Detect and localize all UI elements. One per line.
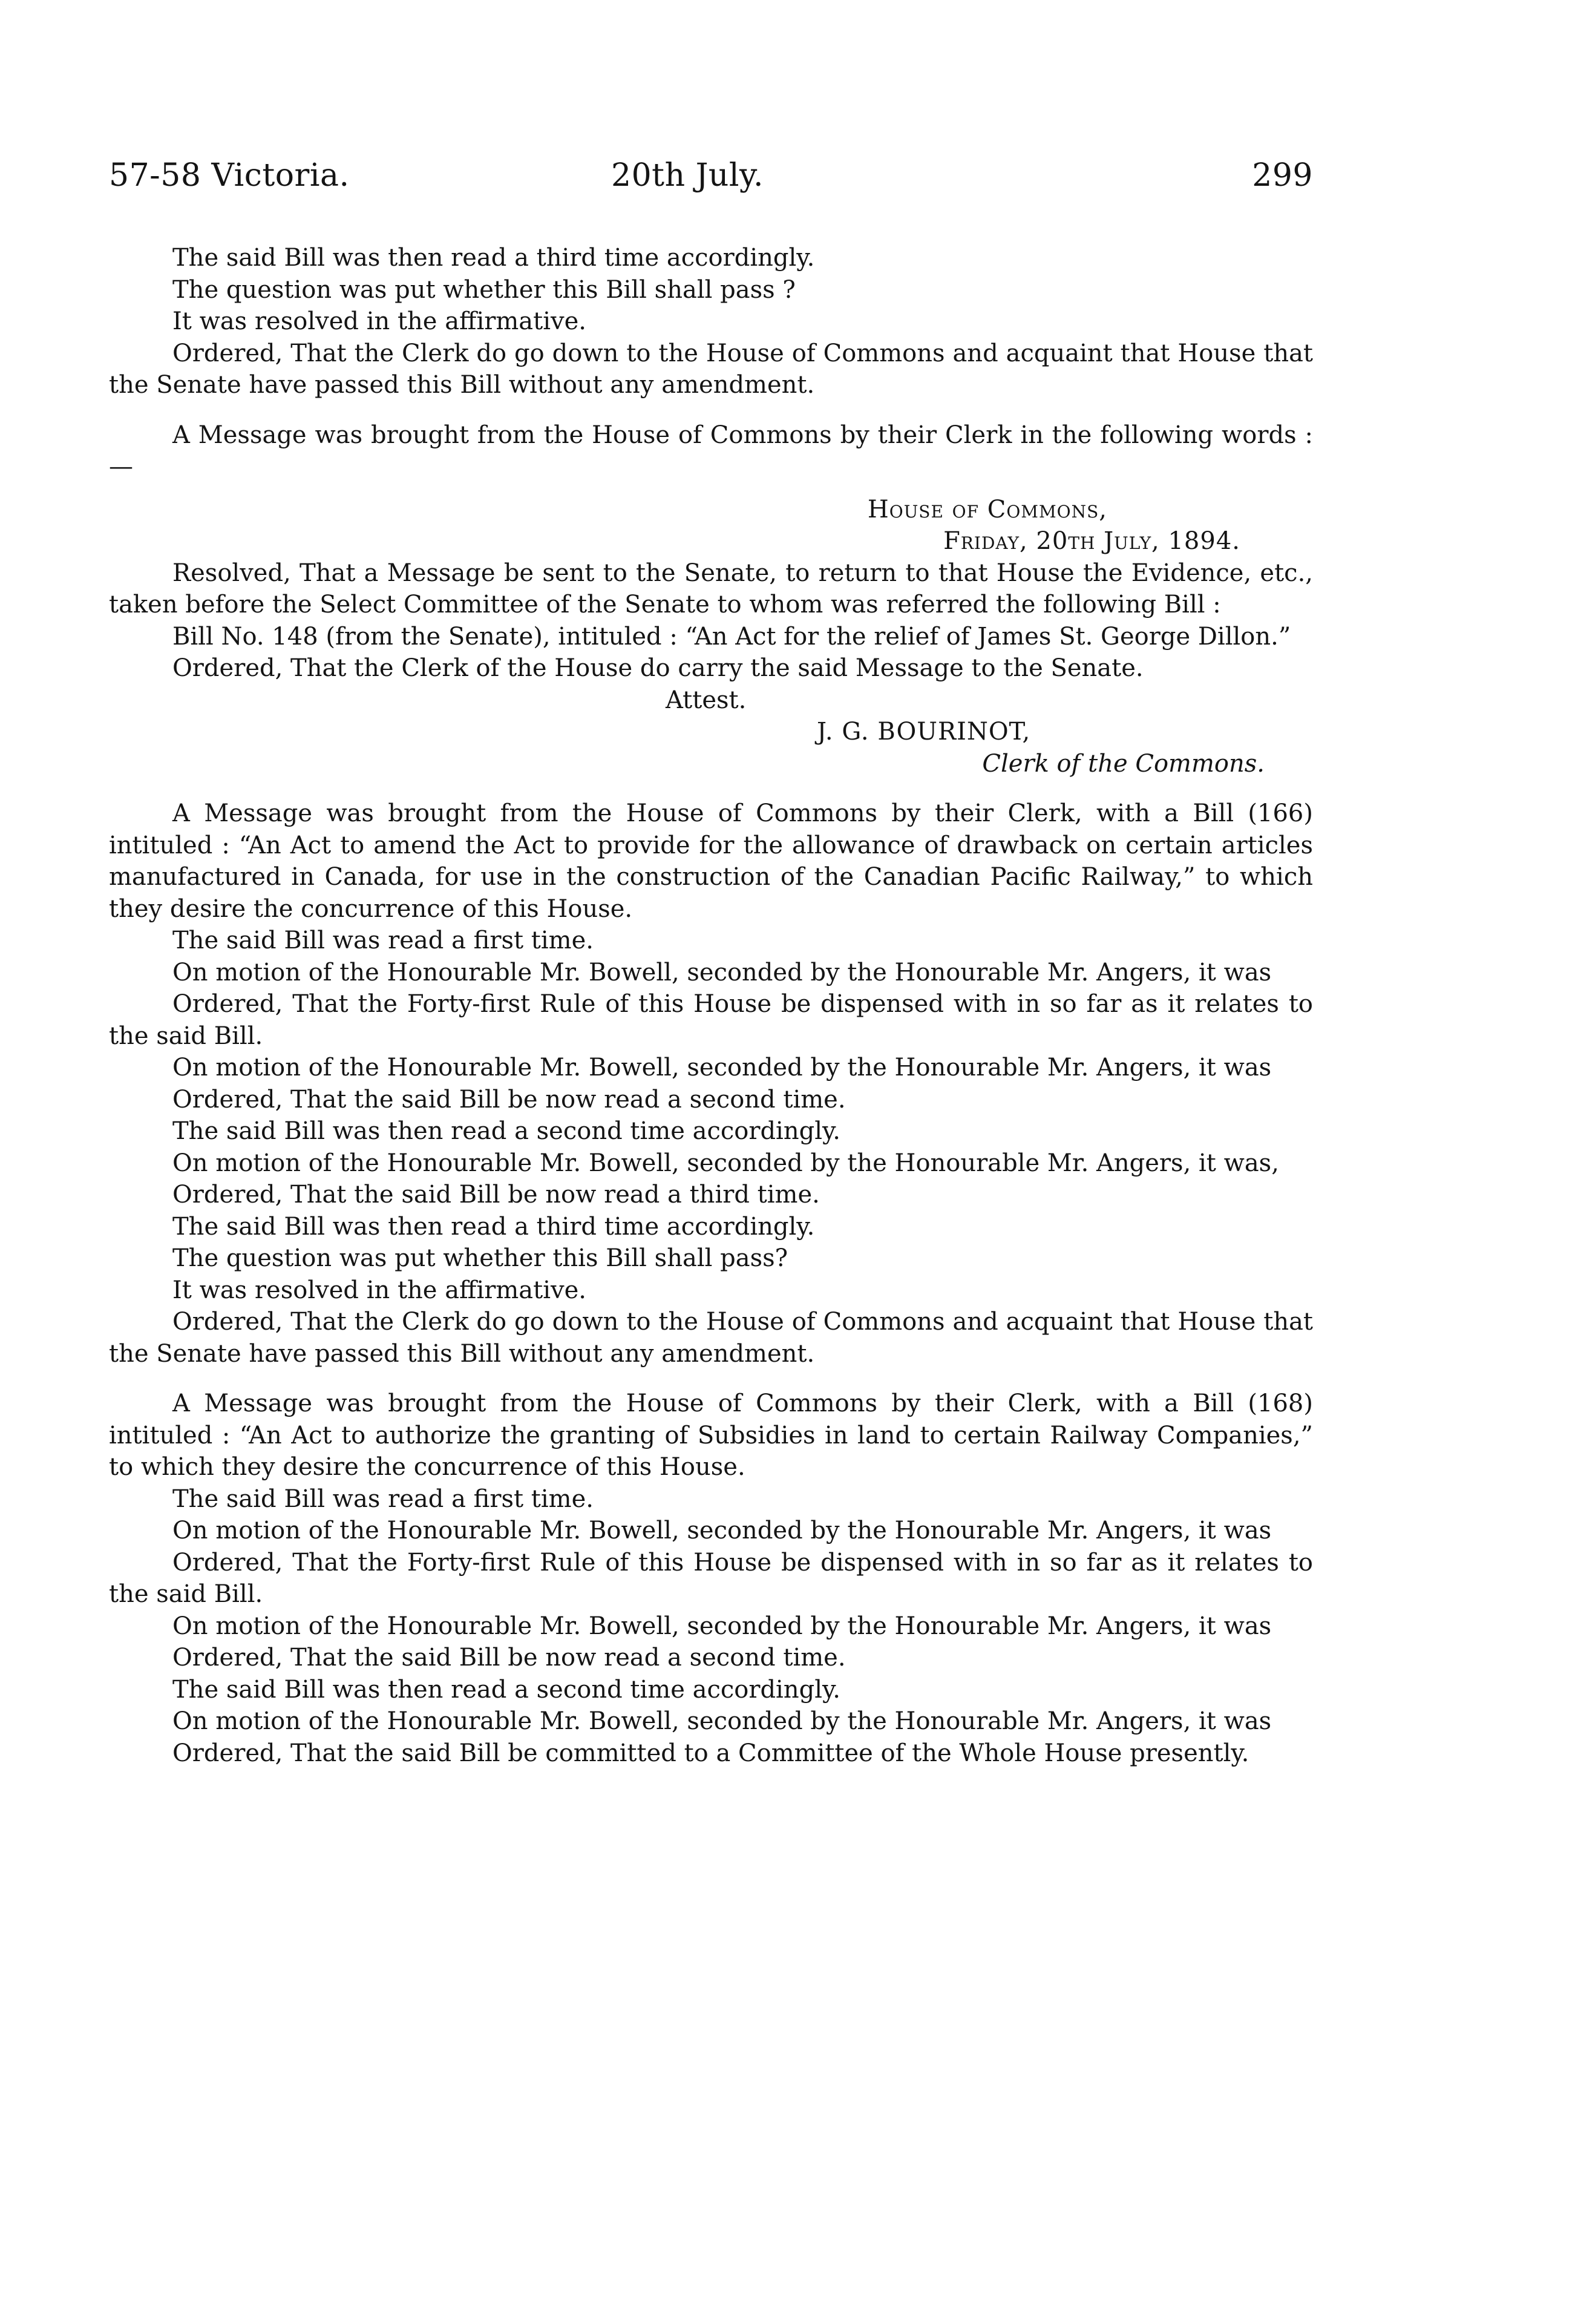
header-date: 20th July.: [611, 157, 764, 194]
paragraph: The said Bill was read a first time.: [172, 927, 594, 954]
header-session: 57-58 Victoria.: [109, 157, 350, 194]
page-body: [109, 242, 1313, 1769]
paragraph: Ordered, That the said Bill be now read a second time.: [172, 1085, 846, 1114]
attest-line: Attest.: [666, 686, 747, 714]
paragraph: On motion of the Honourable Mr. Bowell, seconded by the Honourable Mr. Angers, it was: [172, 958, 1272, 986]
signature-name: J. G. BOURINOT,: [817, 718, 1031, 746]
paragraph: On motion of the Honourable Mr. Bowell, seconded by the Honourable Mr. Angers, it was: [172, 1517, 1272, 1544]
paragraph: Ordered, That the Clerk do go down to the House of Commons and acquaint that House that the Senate have passed this Bill without any amendment.: [109, 1308, 1313, 1368]
paragraph: Ordered, That the said Bill be now read a third time.: [172, 1181, 820, 1209]
paragraph: On motion of the Honourable Mr. Bowell, seconded by the Honourable Mr. Angers, it was: [172, 1612, 1272, 1640]
paragraph: Ordered, That the said Bill be committed to a Committee of the Whole House presently.: [172, 1739, 1249, 1767]
paragraph: Bill No. 148 (from the Senate), intituled : “An Act for the relief of James St. George Dillon.”: [172, 622, 1291, 651]
paragraph: On motion of the Honourable Mr. Bowell, seconded by the Honourable Mr. Angers, it was: [172, 1054, 1272, 1082]
paragraph: On motion of the Honourable Mr. Bowell, seconded by the Honourable Mr. Angers, it was: [172, 1707, 1272, 1735]
paragraph: Ordered, That the Forty-first Rule of this House be dispensed with in so far as it relates to the said Bill.: [109, 990, 1313, 1050]
paragraph: Ordered, That the Clerk do go down to the House of Commons and acquaint that House that the Senate have passed this Bill without any amendment.: [109, 339, 1313, 399]
paragraph: It was resolved in the affirmative.: [172, 307, 587, 335]
page-number: 299: [1252, 157, 1313, 194]
signature-title: Clerk of the Commons.: [982, 749, 1265, 778]
paragraph: Ordered, That the Forty-first Rule of this House be dispensed with in so far as it relates to the said Bill.: [109, 1548, 1313, 1608]
paragraph: Resolved, That a Message be sent to the Senate, to return to that House the Evidence, etc., taken before the Select Committee of the Senate to whom was referred the following Bill :: [109, 559, 1313, 619]
paragraph: The said Bill was then read a third time accordingly.: [172, 244, 815, 272]
paragraph: The question was put whether this Bill shall pass?: [172, 1244, 788, 1272]
paragraph: Ordered, That the said Bill be now read a second time.: [172, 1644, 846, 1672]
paragraph: The question was put whether this Bill shall pass ?: [172, 275, 796, 304]
paragraph: A Message was brought from the House of Commons by their Clerk in the following words :—: [109, 421, 1313, 481]
message-date: Friday, 20th July, 1894.: [943, 527, 1240, 555]
paragraph: Ordered, That the Clerk of the House do carry the said Message to the Senate.: [172, 654, 1144, 682]
paragraph: On motion of the Honourable Mr. Bowell, seconded by the Honourable Mr. Angers, it was,: [172, 1149, 1279, 1177]
paragraph: A Message was brought from the House of Commons by their Clerk, with a Bill (168) intituled : “An Act to authorize the granting of Subsidies in land to certain Railway Companies,” to which they desire the concurrence of this House.: [109, 1390, 1313, 1481]
message-place: House of Commons,: [867, 495, 1107, 524]
paragraph: The said Bill was then read a third time accordingly.: [172, 1212, 815, 1241]
journal-page: [109, 151, 1313, 1769]
paragraph: The said Bill was then read a second time accordingly.: [172, 1117, 841, 1145]
paragraph: The said Bill was then read a second time accordingly.: [172, 1675, 841, 1704]
paragraph: The said Bill was read a first time.: [172, 1485, 594, 1513]
paragraph: A Message was brought from the House of Commons by their Clerk, with a Bill (166) intituled : “An Act to amend the Act to provide for the allowance of drawback on certain articles manufactured in Canada, for use in the construction of the Canadian Pacific Railway,” to which they desire the concurrence of this House.: [109, 799, 1313, 923]
paragraph: It was resolved in the affirmative.: [172, 1276, 587, 1304]
running-header: [109, 151, 1313, 200]
